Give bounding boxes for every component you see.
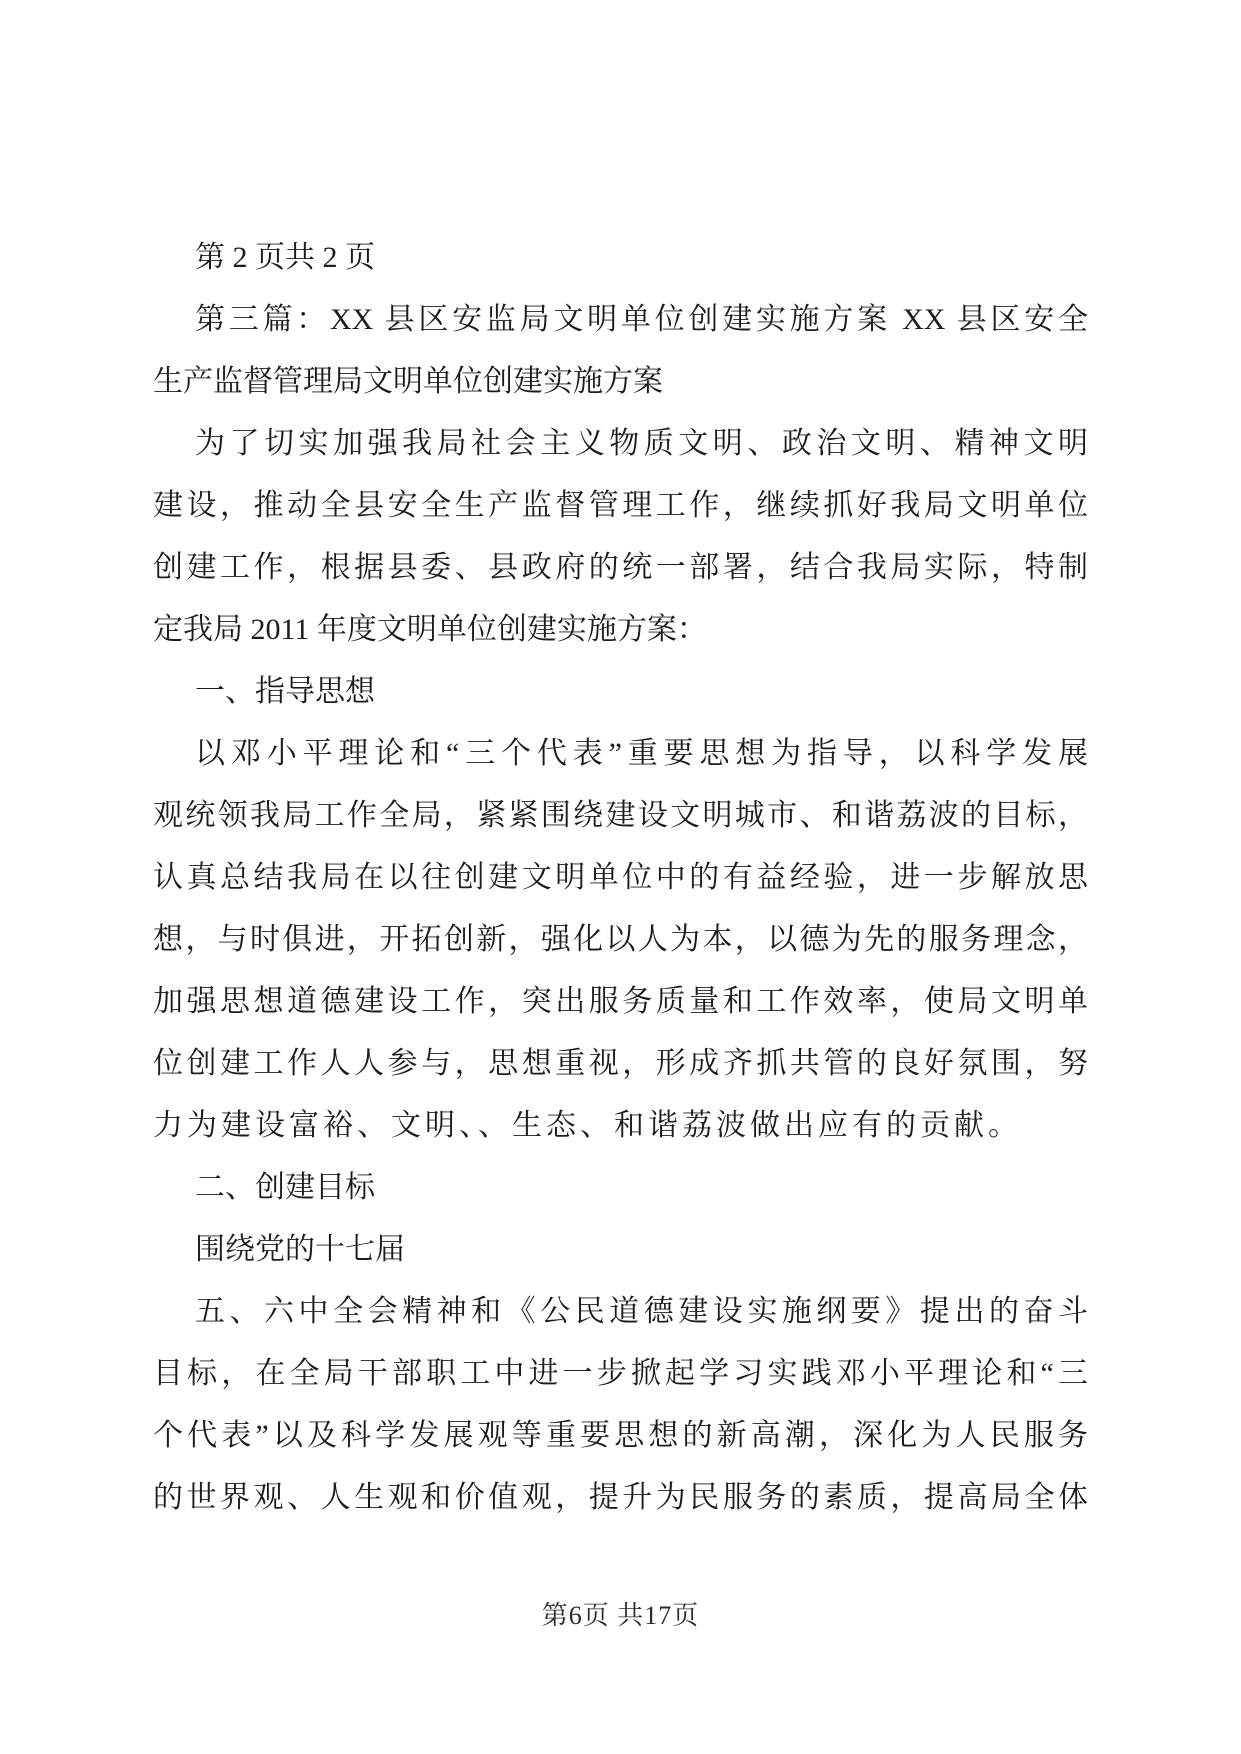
guiding-ideology-line-2: 观统领我局工作全局，紧紧围绕建设文明城市、和谐荔波的目标， <box>153 799 1088 832</box>
intro-paragraph-line-3: 创建工作，根据县委、县政府的统一部署，结合我局实际，特制 <box>153 551 1088 584</box>
page-footer: 第6页 共17页 <box>541 1601 700 1630</box>
document-body <box>153 227 1088 1529</box>
guiding-ideology-line-6: 位创建工作人人参与，思想重视，形成齐抓共管的良好氛围，努 <box>153 1047 1088 1080</box>
third-article-title-line-1: 第三篇：XX 县区安监局文明单位创建实施方案 XX 县区安全 <box>195 303 1088 336</box>
creation-goals-paragraph-line-4: 的世界观、人生观和价值观，提升为民服务的素质，提高局全体 <box>153 1481 1088 1514</box>
guiding-ideology-line-5: 加强思想道德建设工作，突出服务质量和工作效率，使局文明单 <box>153 985 1088 1018</box>
page-count-line: 第 2 页共 2 页 <box>195 241 375 274</box>
third-article-title-line-2: 生产监督管理局文明单位创建实施方案 <box>153 365 663 398</box>
guiding-ideology-line-3: 认真总结我局在以往创建文明单位中的有益经验，进一步解放思 <box>153 861 1088 894</box>
guiding-ideology-line-7: 力为建设富裕、文明、、生态、和谐荔波做出应有的贡献。 <box>153 1109 1022 1142</box>
guiding-ideology-line-4: 想，与时俱进，开拓创新，强化以人为本，以德为先的服务理念， <box>153 923 1088 956</box>
heading-guiding-ideology: 一、指导思想 <box>195 675 375 708</box>
creation-goals-paragraph-line-2: 目标，在全局干部职工中进一步掀起学习实践邓小平理论和“三 <box>153 1357 1088 1390</box>
intro-paragraph-line-2: 建设，推动全县安全生产监督管理工作，继续抓好我局文明单位 <box>153 489 1088 522</box>
heading-creation-goals: 二、创建目标 <box>195 1171 375 1204</box>
guiding-ideology-line-1: 以邓小平理论和“三个代表”重要思想为指导，以科学发展 <box>195 737 1088 770</box>
creation-goals-intro-line: 围绕党的十七届 <box>195 1233 405 1266</box>
intro-paragraph-line-4: 定我局 2011 年度文明单位创建实施方案： <box>153 613 707 646</box>
creation-goals-paragraph-line-1: 五、六中全会精神和《公民道德建设实施纲要》提出的奋斗 <box>195 1295 1088 1328</box>
creation-goals-paragraph-line-3: 个代表”以及科学发展观等重要思想的新高潮，深化为人民服务 <box>153 1419 1088 1452</box>
intro-paragraph-line-1: 为了切实加强我局社会主义物质文明、政治文明、精神文明 <box>195 427 1088 460</box>
